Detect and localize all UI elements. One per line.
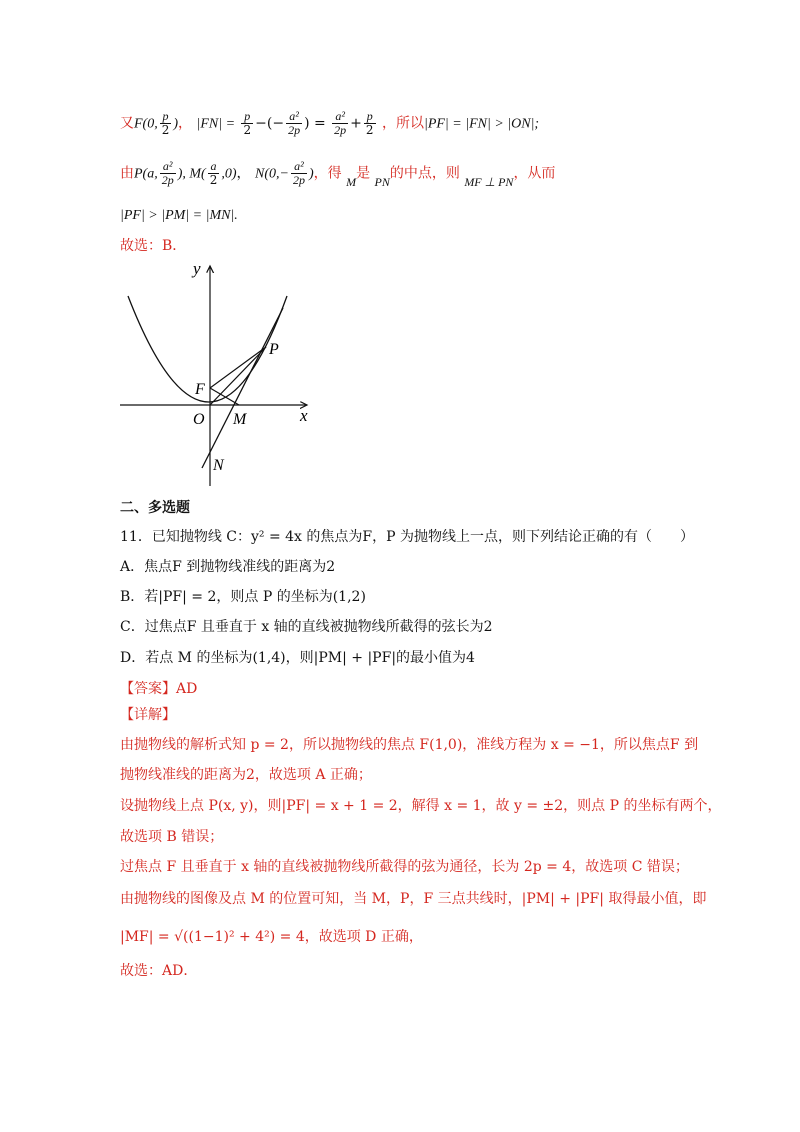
explanation-line: 由抛物线的解析式知 p = 2，所以抛物线的焦点 F(1,0)，准线方程为 x = −1，所以焦点F 到: [120, 737, 699, 753]
parabola-figure: [115, 258, 325, 498]
answer-label: 【答案】AD: [120, 681, 198, 697]
text: 由: [120, 165, 134, 182]
label-o: O: [193, 411, 205, 428]
solution-answer: 故选：B．: [120, 238, 187, 254]
text: 又: [120, 115, 134, 132]
explanation-line: 故选：AD．: [120, 963, 198, 979]
option-d: D．若点 M 的坐标为(1,4)，则|PM| + |PF|的最小值为4: [120, 650, 475, 666]
detail-label: 【详解】: [120, 707, 176, 723]
label-n: N: [213, 457, 224, 474]
explanation-line: 抛物线准线的距离为2，故选项 A 正确；: [120, 767, 372, 783]
explanation-line: 故选项 B 错误；: [120, 829, 224, 845]
math: |FN| =: [196, 116, 236, 132]
label-f: F: [195, 381, 205, 398]
section-heading: 二、多选题: [120, 500, 190, 516]
solution-line-1: 又F(0, $\frac{p}{2}$ )， |FN| = $\frac{p}{2}$ −(− $\frac{\text{a²}}{2p}$ ) = $\frac{\text{a²}}{2p}$ + $\frac{p}{2}$ ，所以|PF| = |FN| > |ON|;: [120, 109, 540, 137]
segment-fp: [210, 347, 266, 388]
explanation-line: 设抛物线上点 P(x, y)，则|PF| = x + 1 = 2，解得 x = 1，故 y = ±2，则点 P 的坐标有两个，: [120, 798, 722, 814]
math: |PF| = |FN| > |ON|;: [423, 116, 540, 132]
label-p: P: [269, 341, 279, 358]
fraction: $\frac{p}{2}$: [161, 109, 170, 137]
math: MF ⊥ PN: [464, 174, 514, 189]
option-a: A．焦点F 到抛物线准线的距离为2: [120, 559, 336, 575]
math: F(0,: [134, 116, 158, 132]
option-c: C．过焦点F 且垂直于 x 轴的直线被抛物线所截得的弦长为2: [120, 619, 493, 635]
math: M: [346, 174, 357, 189]
text: ，得: [313, 165, 342, 182]
label-y: y: [193, 259, 201, 278]
solution-line-2: 由P(a, $\frac{\text{a²}}{2p}$ ), M( $\frac{a}{2}$ ,0)， N(0,− $\frac{\text{a²}}{2p}$ )，得 M是 PN的中点，则 MF ⊥ PN，从而: [120, 159, 556, 189]
math: PN: [374, 174, 390, 189]
label-m: M: [233, 411, 247, 428]
option-b: B．若|PF| = 2，则点 P 的坐标为(1,2): [120, 589, 366, 605]
label-x: x: [300, 406, 308, 425]
explanation-line: |MF| = √((1−1)² + 4²) = 4，故选项 D 正确，: [120, 929, 423, 945]
tangent-line: [202, 308, 283, 468]
explanation-line: 由抛物线的图像及点 M 的位置可知，当 M，P，F 三点共线时，|PM| + |PF| 取得最小值，即: [120, 891, 707, 907]
solution-line-3: |PF| > |PM| = |MN|.: [120, 208, 238, 223]
text: 是: [356, 165, 371, 182]
text: 的中点，则: [389, 165, 460, 182]
text: ，所以: [381, 115, 424, 132]
explanation-line: 过焦点 F 且垂直于 x 轴的直线被抛物线所截得的弦为通径，长为 2p = 4，故选项 C 错误；: [120, 859, 689, 875]
question-stem: 11．已知抛物线 C：y² = 4x 的焦点为F，P 为抛物线上一点，则下列结论正确的有（ ）: [120, 529, 694, 545]
text: ，从而: [513, 165, 556, 182]
